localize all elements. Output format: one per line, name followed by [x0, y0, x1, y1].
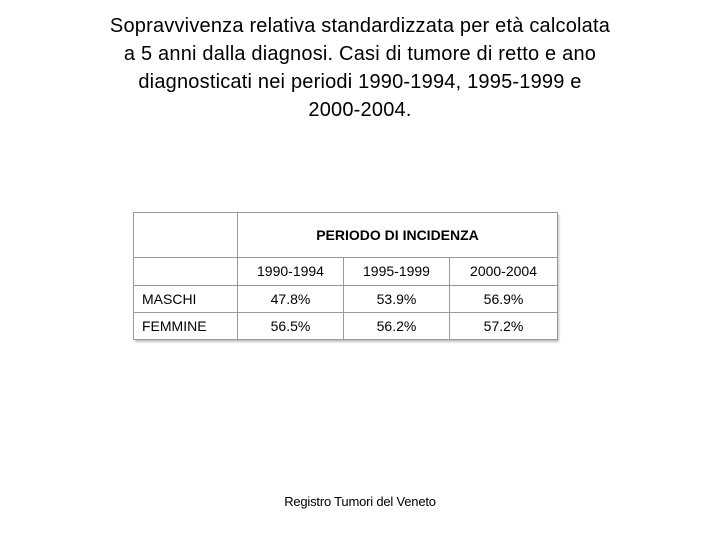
period-header-1995: 1995-1999 [344, 258, 450, 285]
title-line-1: Sopravvivenza relativa standardizzata per età calcolata [109, 15, 611, 37]
period-corner-cell [134, 258, 238, 285]
cell-femmine-1990: 56.5% [238, 312, 344, 339]
title-line-3: diagnosticati nei periodi 1990-1994, 1995-1999 e [138, 71, 582, 93]
period-header-2000: 2000-2004 [450, 258, 558, 285]
footer-source: Registro Tumori del Veneto [284, 494, 436, 509]
survival-table [133, 212, 558, 340]
cell-femmine-2000: 57.2% [450, 312, 558, 339]
title-line-2: a 5 anni dalla diagnosi. Casi di tumore di retto e ano [123, 43, 597, 65]
group-header-cell: PERIODO DI INCIDENZA [238, 213, 558, 258]
row-label-femmine: FEMMINE [134, 312, 238, 339]
cell-maschi-2000: 56.9% [450, 285, 558, 312]
period-header-row [134, 258, 558, 285]
page-title [20, 12, 700, 124]
cell-femmine-1995: 56.2% [344, 312, 450, 339]
table-header-row [134, 213, 558, 258]
table-corner-cell [134, 213, 238, 258]
title-line-4: 2000-2004. [308, 99, 412, 121]
period-header-1990: 1990-1994 [238, 258, 344, 285]
table-row [134, 312, 558, 339]
cell-maschi-1995: 53.9% [344, 285, 450, 312]
row-label-maschi: MASCHI [134, 285, 238, 312]
cell-maschi-1990: 47.8% [238, 285, 344, 312]
survival-table-container [133, 212, 557, 340]
table-row [134, 285, 558, 312]
